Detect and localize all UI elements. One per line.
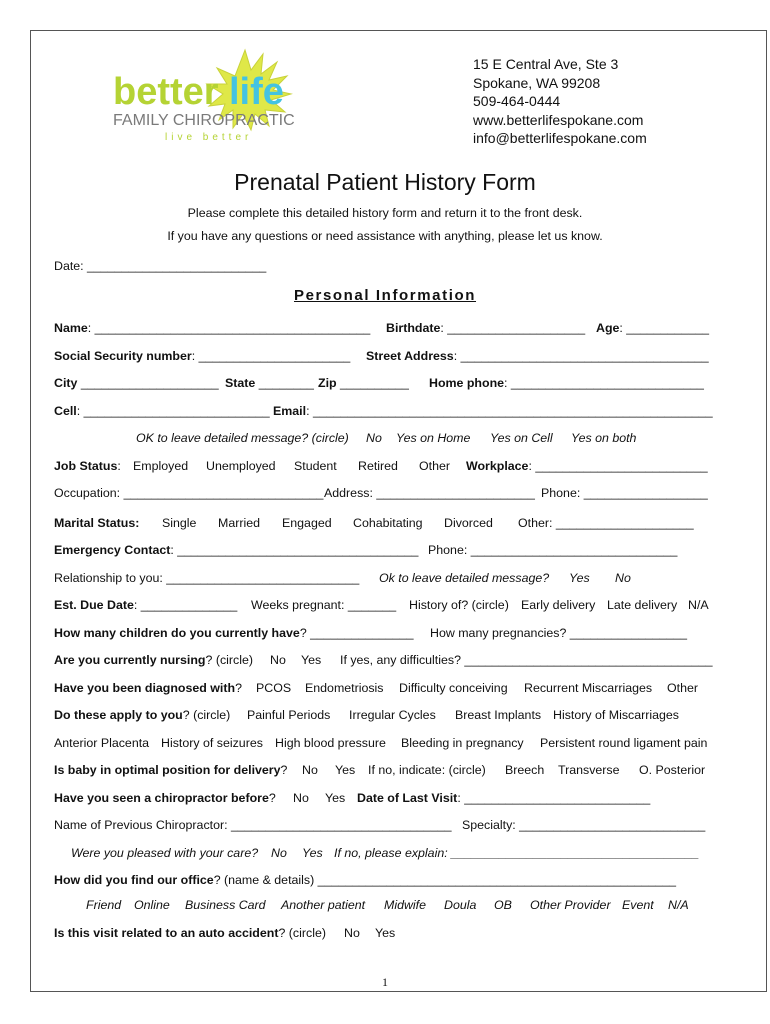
- nursing-label: Are you currently nursing: [54, 653, 206, 667]
- contact-website: www.betterlifespokane.com: [473, 111, 644, 128]
- auto-accident-circle: ? (circle): [278, 926, 326, 940]
- job-opt-other[interactable]: Other: [419, 459, 450, 473]
- emergency-label: Emergency Contact: [54, 543, 171, 557]
- marital-opt-cohabitating[interactable]: Cohabitating: [353, 516, 423, 530]
- message-opt-both[interactable]: Yes on both: [571, 431, 637, 445]
- cell-label: Cell: [54, 404, 77, 418]
- apply-opt-placenta[interactable]: Anterior Placenta: [54, 736, 150, 750]
- row-marital: [54, 516, 139, 532]
- message-opt-no[interactable]: No: [366, 431, 382, 445]
- job-opt-retired[interactable]: Retired: [358, 459, 398, 473]
- contact-phone: 509-464-0444: [473, 93, 561, 110]
- contact-address2: Spokane, WA 99208: [473, 74, 601, 91]
- row-chiro-before: [54, 791, 276, 807]
- section-title-text: Personal Information: [293, 287, 477, 304]
- row-last-visit: [357, 791, 650, 805]
- row-message-pref: [136, 431, 349, 445]
- row-cell: [54, 404, 270, 420]
- marital-opt-single[interactable]: Single: [162, 516, 197, 530]
- contact-address1: 15 E Central Ave, Ste 3: [473, 56, 619, 72]
- row-auto-accident: [54, 926, 326, 942]
- row-emergency: [54, 543, 418, 559]
- marital-label: Marital Status:: [54, 516, 140, 530]
- diagnosed-q: ?: [235, 681, 242, 695]
- row-find-office: [54, 873, 676, 889]
- email-label: Email: [273, 404, 307, 418]
- apply-opt-irregular[interactable]: Irregular Cycles: [349, 708, 436, 722]
- find-opt-midwife[interactable]: Midwife: [384, 898, 426, 912]
- ok-message-yes[interactable]: Yes: [569, 571, 590, 585]
- find-opt-card[interactable]: Business Card: [185, 898, 266, 912]
- message-opt-cell[interactable]: Yes on Cell: [490, 431, 553, 445]
- find-opt-friend[interactable]: Friend: [86, 898, 122, 912]
- row-city: [54, 376, 219, 392]
- diagnosed-opt-miscarriages[interactable]: Recurrent Miscarriages: [524, 681, 653, 695]
- children-label: How many children do you currently have: [54, 626, 300, 640]
- specialty-input[interactable]: Specialty: ___________________________: [462, 818, 706, 832]
- row-due-date: [54, 598, 237, 614]
- chiro-before-q: ?: [268, 791, 276, 805]
- baby-opt-no[interactable]: No: [302, 763, 318, 777]
- age-label: Age: [596, 321, 620, 335]
- row-state: [225, 376, 314, 390]
- section-title: [0, 287, 770, 304]
- state-input[interactable]: ________: [255, 376, 314, 390]
- workplace-label: Workplace: [466, 459, 529, 473]
- birthdate-label: Birthdate: [386, 321, 441, 335]
- find-opt-event[interactable]: Event: [622, 898, 654, 912]
- chiro-opt-no[interactable]: No: [293, 791, 309, 805]
- ssn-label: Social Security number: [54, 349, 192, 363]
- weeks-pregnant-input[interactable]: Weeks pregnant: _______: [251, 598, 397, 612]
- baby-opt-breech[interactable]: Breech: [505, 763, 545, 777]
- birthdate-input[interactable]: : ____________________: [440, 321, 586, 335]
- ssn-input[interactable]: : ______________________: [191, 349, 351, 363]
- baby-opt-posterior[interactable]: O. Posterior: [639, 763, 706, 777]
- logo: [105, 48, 335, 148]
- row-zip: [318, 376, 409, 390]
- pleased-opt-no[interactable]: No: [271, 846, 287, 860]
- baby-opt-yes[interactable]: Yes: [335, 763, 356, 777]
- find-office-label: How did you find our office: [54, 873, 214, 887]
- work-address-input[interactable]: Address: _______________________: [324, 486, 535, 500]
- nursing-opt-no[interactable]: No: [270, 653, 286, 667]
- ok-message-no[interactable]: No: [615, 571, 631, 585]
- row-nursing: [54, 653, 253, 669]
- pleased-explain-input[interactable]: If no, please explain: ____________________________________: [334, 846, 700, 860]
- row-children: [54, 626, 414, 642]
- relationship-input[interactable]: Relationship to you: ____________________________: [54, 571, 360, 585]
- emergency-input[interactable]: : ___________________________________: [170, 543, 419, 557]
- homephone-input[interactable]: : ____________________________: [504, 376, 704, 390]
- nursing-circle: ? (circle): [205, 653, 253, 667]
- ok-message-prompt: Ok to leave detailed message?: [379, 571, 550, 585]
- last-visit-label: Date of Last Visit: [357, 791, 458, 805]
- diagnosed-opt-other[interactable]: Other: [667, 681, 698, 695]
- marital-other-input[interactable]: Other: ____________________: [518, 516, 694, 530]
- row-name: [54, 321, 370, 337]
- date-field[interactable]: Date: __________________________: [54, 259, 267, 273]
- job-opt-unemployed[interactable]: Unemployed: [206, 459, 276, 473]
- auto-accident-label: Is this visit related to an auto accident: [54, 926, 279, 940]
- occupation-input[interactable]: Occupation: _____________________________: [54, 486, 324, 500]
- street-label: Street Address: [366, 349, 454, 363]
- history-opt-late[interactable]: Late delivery: [607, 598, 678, 612]
- instruction-1: Please complete this detailed history form and return it to the front desk.: [187, 206, 583, 220]
- apply-opt-seizures[interactable]: History of seizures: [161, 736, 263, 750]
- job-opt-student[interactable]: Student: [294, 459, 337, 473]
- homephone-label: Home phone: [429, 376, 505, 390]
- baby-position-label: Is baby in optimal position for delivery: [54, 763, 281, 777]
- find-office-input[interactable]: ? (name & details) ____________________________________________________: [213, 873, 677, 887]
- auto-opt-yes[interactable]: Yes: [375, 926, 396, 940]
- diagnosed-opt-conceiving[interactable]: Difficulty conceiving: [399, 681, 508, 695]
- prev-chiro-input[interactable]: Name of Previous Chiropractor: ________________________________: [54, 818, 452, 832]
- job-opt-employed[interactable]: Employed: [133, 459, 189, 473]
- history-prompt: History of? (circle): [409, 598, 509, 612]
- find-opt-na[interactable]: N/A: [668, 898, 689, 912]
- row-job-status: [54, 459, 121, 475]
- find-opt-patient[interactable]: Another patient: [281, 898, 366, 912]
- last-visit-input[interactable]: : ___________________________: [457, 791, 651, 805]
- state-label: State: [225, 376, 256, 390]
- row-birthdate: [386, 321, 585, 335]
- row-diagnosed: [54, 681, 242, 697]
- city-input[interactable]: ____________________: [77, 376, 219, 390]
- children-input[interactable]: ? _______________: [299, 626, 414, 640]
- row-workplace: [466, 459, 708, 473]
- marital-opt-married[interactable]: Married: [218, 516, 260, 530]
- street-input[interactable]: : ____________________________________: [453, 349, 709, 363]
- workplace-input[interactable]: : _________________________: [528, 459, 708, 473]
- apply-opt-miscarriages[interactable]: History of Miscarriages: [553, 708, 679, 722]
- nursing-opt-yes[interactable]: Yes: [301, 653, 322, 667]
- instruction-2: If you have any questions or need assistance with anything, please let us know.: [167, 229, 603, 243]
- baby-indicate: If no, indicate: (circle): [368, 763, 486, 777]
- marital-opt-divorced[interactable]: Divorced: [444, 516, 493, 530]
- row-apply: [54, 708, 230, 724]
- due-date-label: Est. Due Date: [54, 598, 134, 612]
- chiro-opt-yes[interactable]: Yes: [325, 791, 346, 805]
- pleased-opt-yes[interactable]: Yes: [302, 846, 323, 860]
- page-number: 1: [382, 975, 388, 989]
- name-label: Name: [54, 321, 88, 335]
- apply-opt-ligament[interactable]: Persistent round ligament pain: [540, 736, 708, 750]
- diagnosed-opt-endometriosis[interactable]: Endometriosis: [305, 681, 384, 695]
- find-opt-online[interactable]: Online: [134, 898, 170, 912]
- apply-opt-bp[interactable]: High blood pressure: [275, 736, 386, 750]
- email-input[interactable]: : __________________________________________________________: [306, 404, 713, 418]
- diagnosed-opt-pcos[interactable]: PCOS: [256, 681, 292, 695]
- history-opt-early[interactable]: Early delivery: [521, 598, 596, 612]
- logo-graphic: [105, 48, 335, 148]
- name-input[interactable]: : ________________________________________: [87, 321, 371, 335]
- row-age: [596, 321, 709, 335]
- find-opt-doula[interactable]: Doula: [444, 898, 477, 912]
- emergency-phone-input[interactable]: Phone: ______________________________: [428, 543, 678, 557]
- nursing-difficulties-input[interactable]: If yes, any difficulties? ____________________________________: [340, 653, 713, 667]
- row-baby-position: [54, 763, 287, 779]
- row-homephone: [429, 376, 704, 390]
- form-title: Prenatal Patient History Form: [234, 169, 536, 195]
- row-street: [366, 349, 709, 363]
- apply-circle: ? (circle): [182, 708, 231, 722]
- job-colon: :: [117, 459, 121, 473]
- cell-input[interactable]: : ___________________________: [76, 404, 270, 418]
- work-phone-input[interactable]: Phone: __________________: [541, 486, 708, 500]
- contact-email: info@betterlifespokane.com: [473, 130, 647, 147]
- message-opt-home[interactable]: Yes on Home: [396, 431, 471, 445]
- auto-opt-no[interactable]: No: [344, 926, 360, 940]
- row-ssn: [54, 349, 350, 365]
- city-label: City: [54, 376, 78, 390]
- find-opt-ob[interactable]: OB: [494, 898, 512, 912]
- apply-opt-implants[interactable]: Breast Implants: [455, 708, 542, 722]
- chiro-before-label: Have you seen a chiropractor before: [54, 791, 269, 805]
- apply-label: Do these apply to you: [54, 708, 183, 722]
- logo-subtitle: FAMILY CHIROPRACTIC: [113, 112, 295, 129]
- marital-opt-engaged[interactable]: Engaged: [282, 516, 332, 530]
- due-date-input[interactable]: : ______________: [133, 598, 238, 612]
- history-opt-na[interactable]: N/A: [688, 598, 709, 612]
- pleased-prompt: Were you pleased with your care?: [71, 846, 259, 860]
- find-opt-provider[interactable]: Other Provider: [530, 898, 611, 912]
- row-email: [273, 404, 713, 418]
- logo-word-life: life: [229, 71, 284, 113]
- pregnancies-input[interactable]: How many pregnancies? _________________: [430, 626, 687, 640]
- zip-label: Zip: [318, 376, 337, 390]
- message-prompt: OK to leave detailed message? (circle): [136, 431, 349, 445]
- contact-info: [473, 55, 647, 148]
- apply-opt-painful[interactable]: Painful Periods: [247, 708, 331, 722]
- job-label: Job Status: [54, 459, 118, 473]
- baby-position-q: ?: [280, 763, 288, 777]
- age-input[interactable]: : ____________: [619, 321, 709, 335]
- apply-opt-bleeding[interactable]: Bleeding in pregnancy: [401, 736, 524, 750]
- zip-input[interactable]: __________: [336, 376, 409, 390]
- logo-tagline: live better: [165, 132, 253, 143]
- logo-word-better: better: [113, 71, 219, 113]
- diagnosed-label: Have you been diagnosed with: [54, 681, 236, 695]
- baby-opt-transverse[interactable]: Transverse: [558, 763, 620, 777]
